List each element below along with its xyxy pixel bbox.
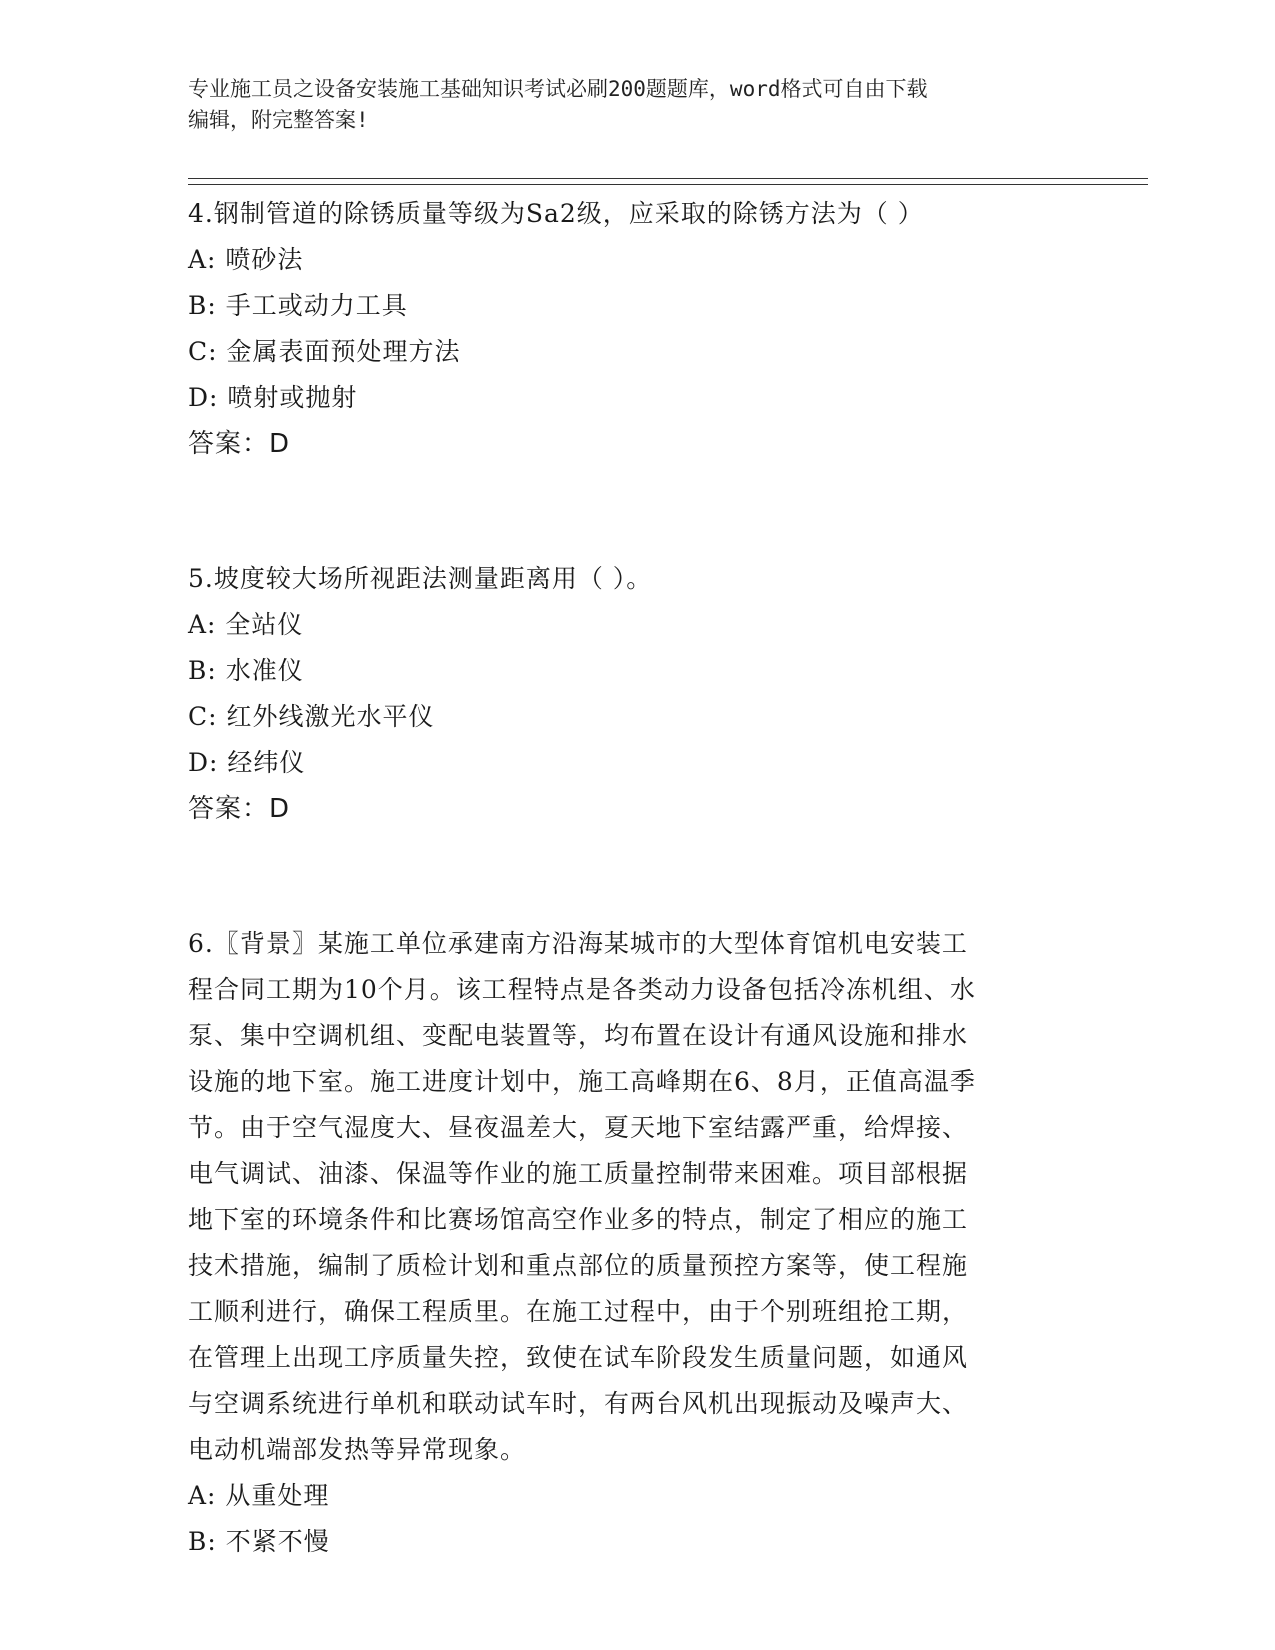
stem-line: 与空调系统进行单机和联动试车时，有两台风机出现振动及噪声大、 bbox=[188, 1389, 969, 1418]
stem-line: 设施的地下室。施工进度计划中，施工高峰期在6、8月，正值高温季 bbox=[188, 1067, 976, 1096]
option-d: D: 喷射或抛射 bbox=[188, 383, 358, 412]
header-line-2: 编辑，附完整答案! bbox=[188, 108, 369, 132]
stem-line: 电动机端部发热等异常现象。 bbox=[188, 1435, 527, 1464]
option-b: B: 手工或动力工具 bbox=[188, 291, 408, 320]
stem-line: 节。由于空气湿度大、昼夜温差大，夏天地下室结露严重，给焊接、 bbox=[188, 1113, 969, 1142]
stem-line: 在管理上出现工序质量失控，致使在试车阶段发生质量问题，如通风 bbox=[188, 1343, 969, 1372]
header-line-1: 专业施工员之设备安装施工基础知识考试必刷200题题库，word格式可自由下载 bbox=[188, 77, 928, 101]
option-a: A: 全站仪 bbox=[188, 610, 304, 639]
question-stem: 4.钢制管道的除锈质量等级为Sa2级，应采取的除锈方法为（ ） bbox=[188, 199, 924, 228]
question-5 bbox=[188, 556, 1088, 832]
question-4 bbox=[188, 191, 1088, 467]
answer-label: 答案：D bbox=[188, 794, 291, 824]
document-header bbox=[188, 74, 1088, 136]
header-divider-bottom bbox=[188, 184, 1148, 185]
option-b: B: 不紧不慢 bbox=[188, 1527, 330, 1556]
option-a: A: 喷砂法 bbox=[188, 245, 304, 274]
question-6 bbox=[188, 921, 1088, 1565]
header-divider-top bbox=[188, 178, 1148, 179]
stem-line: 6.〖背景〗某施工单位承建南方沿海某城市的大型体育馆机电安装工 bbox=[188, 929, 968, 958]
option-c: C: 红外线激光水平仪 bbox=[188, 702, 435, 731]
answer-label: 答案：D bbox=[188, 429, 291, 459]
question-stem bbox=[188, 921, 1088, 1473]
option-d: D: 经纬仪 bbox=[188, 748, 306, 777]
stem-line: 技术措施，编制了质检计划和重点部位的质量预控方案等，使工程施 bbox=[188, 1251, 969, 1280]
option-c: C: 金属表面预处理方法 bbox=[188, 337, 461, 366]
stem-line: 地下室的环境条件和比赛场馆高空作业多的特点，制定了相应的施工 bbox=[188, 1205, 969, 1234]
question-stem: 5.坡度较大场所视距法测量距离用（ ）。 bbox=[188, 564, 653, 593]
stem-line: 电气调试、油漆、保温等作业的施工质量控制带来困难。项目部根据 bbox=[188, 1159, 969, 1188]
stem-line: 工顺利进行，确保工程质里。在施工过程中，由于个别班组抢工期， bbox=[188, 1297, 969, 1326]
question-list bbox=[188, 191, 1088, 1565]
stem-line: 程合同工期为10个月。该工程特点是各类动力设备包括冷冻机组、水 bbox=[188, 975, 976, 1004]
option-a: A: 从重处理 bbox=[188, 1481, 330, 1510]
option-b: B: 水准仪 bbox=[188, 656, 304, 685]
stem-line: 泵、集中空调机组、变配电装置等，均布置在设计有通风设施和排水 bbox=[188, 1021, 969, 1050]
